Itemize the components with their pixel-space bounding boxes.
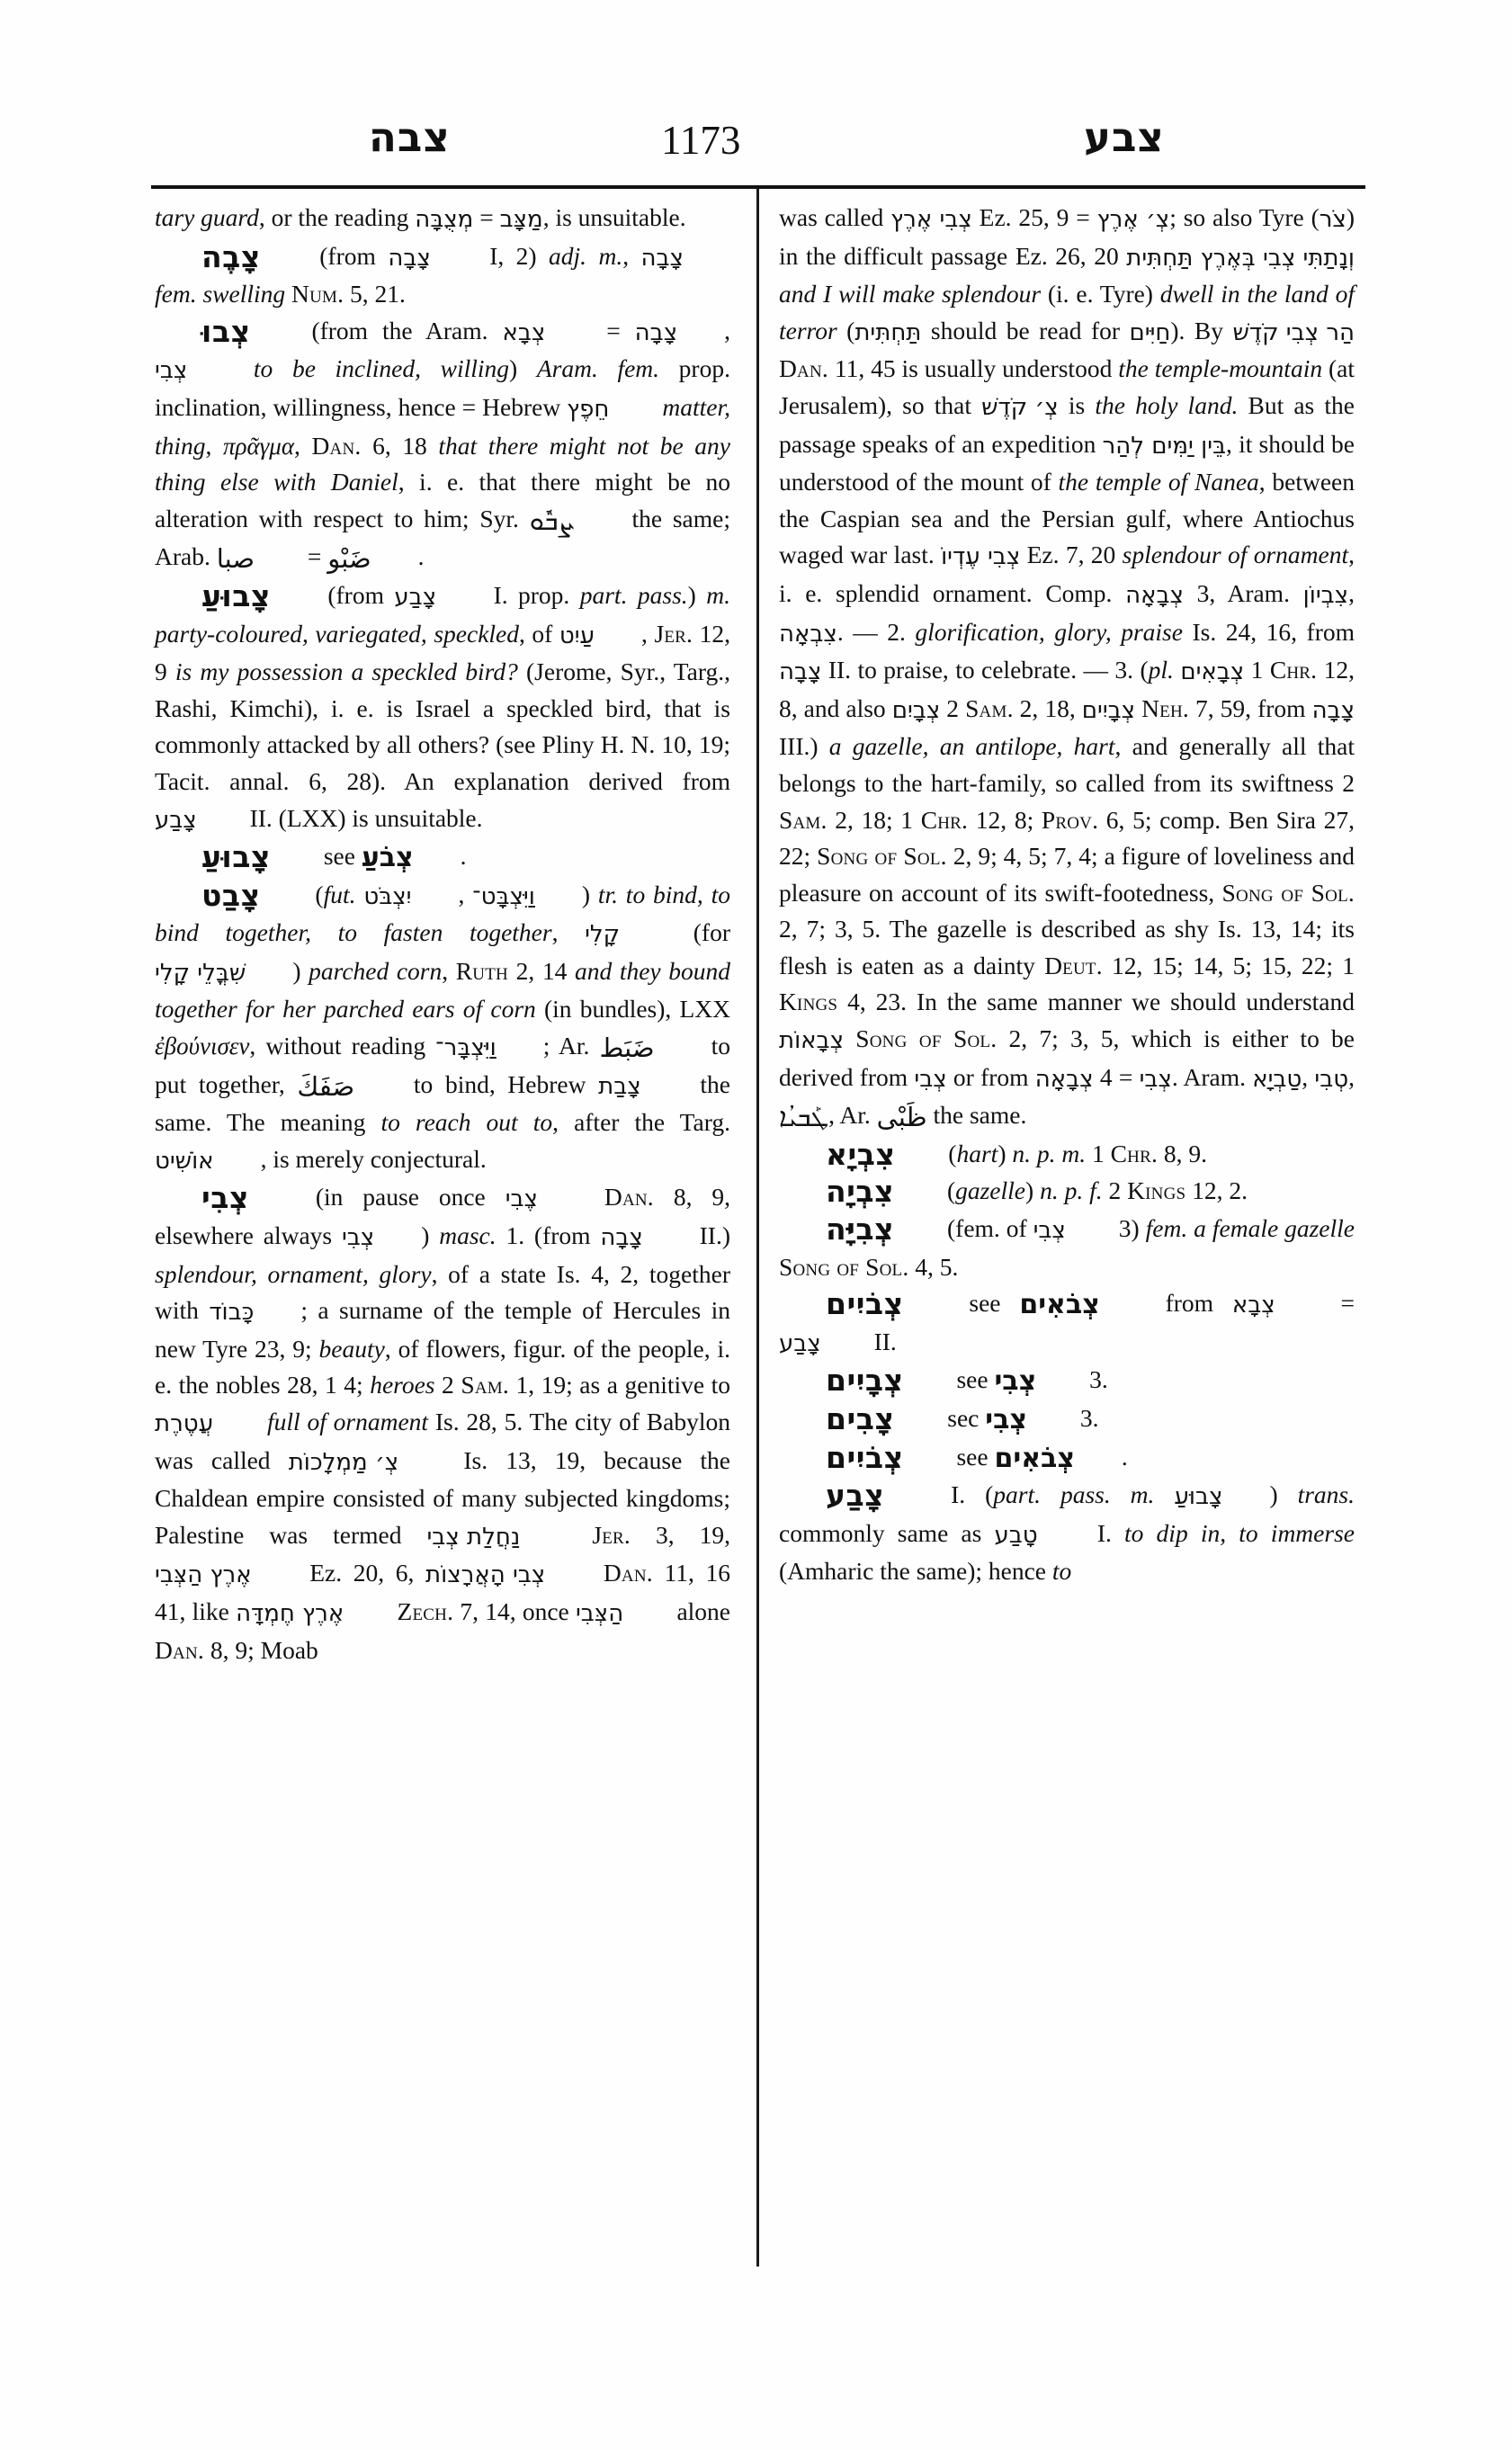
italic-gloss: to dip in, to immerse (1124, 1518, 1355, 1547)
running-head-right-hebrew: צבע (1084, 113, 1165, 161)
hebrew-text: צְבָאִים (1180, 658, 1245, 686)
italic-gloss: tary guard (155, 203, 259, 231)
dictionary-entry: צָבוּעַ (from צָבַע I. prop. part. pass.) m. party-coloured, variegated, speckled, of עַיִט , Jer. 12, 9 is my possession a speckled bird? (Jerome, Syr., Targ., Rashi, Kimchi), i. e. is Israel a speckled bird, that is commonly attacked by all others? (see Pliny H. N. 10, 19; Tacit. annal. 6, 28). An explanation derived from צָבַע II. (LXX) is unsuitable. (155, 577, 730, 838)
italic-gloss: fem. a female gazelle (1145, 1214, 1355, 1243)
hebrew-text: צְבִי (1033, 1217, 1066, 1245)
syriac-text: ܨܒܽܘ (529, 505, 575, 536)
entry-headword: צְבוּ (201, 313, 251, 349)
italic-gloss: part. pass. m. (993, 1480, 1155, 1509)
hebrew-text: אֶרֶץ הַצְּבִי (155, 1561, 252, 1589)
left-column (155, 200, 730, 1668)
bible-book-abbrev: Song of Sol. (1221, 878, 1355, 907)
bible-book-abbrev: Deut. (1044, 951, 1103, 979)
hebrew-text: הַר צְבִי קֹדֶשׁ (1232, 318, 1355, 346)
dictionary-entry: צָבוּעַ see צְבֹעַ . (155, 838, 730, 877)
hebrew-text: יִצְבֹּט (363, 882, 412, 910)
hebrew-text: שִׁבֳּלֵי קָלִי (155, 959, 246, 987)
bible-book-abbrev: Jer. (654, 619, 693, 648)
dictionary-entry: צִבְיָה (gazelle) n. p. f. 2 Kings 12, 2. (826, 1174, 1248, 1210)
hebrew-text: בֵּין יַמִּים לְהַר (1102, 432, 1227, 460)
italic-gloss: n. p. m. (1012, 1139, 1087, 1167)
hebrew-text: כָּבוֹד (209, 1299, 255, 1327)
hebrew-text: עֲטֶרֶת (155, 1410, 214, 1437)
italic-gloss: part. pass. (579, 580, 688, 609)
italic-gloss: heroes (370, 1371, 435, 1399)
italic-gloss: and they bound together for her parched ears of corn (155, 956, 730, 1024)
hebrew-text: צָבָה (600, 1224, 643, 1252)
bible-book-abbrev: Neh. (1141, 693, 1189, 722)
hebrew-text: צָבַע (155, 806, 197, 834)
hebrew-text: צְבָאָה (1125, 581, 1184, 609)
arabic-text: ظَبْى (876, 1102, 927, 1133)
entry-headword: צָבִים (826, 1401, 895, 1436)
hebrew-text: צֹר (1319, 206, 1346, 233)
bible-book-abbrev: Dan. (779, 354, 828, 383)
hebrew-text: צָבָה (388, 244, 431, 272)
arabic-text: ضَبْو (327, 543, 371, 575)
hebrew-text: מְצֻבָּה (415, 206, 474, 233)
bible-book-abbrev: Kings (779, 988, 838, 1016)
hebrew-text: אוֹשִׁיט (155, 1147, 214, 1175)
dictionary-entry: צְבוּ (from the Aram. צְבָא = צָבָה , צְבִי to be inclined, willing) Aram. fem. prop. inclination, willingness, hence = Hebrew חֵפֶץ matter, thing, πρᾶγμα, Dan. 6, 18 that there might not be any thing else with Daniel, i. e. that there might be no alteration with respect to him; Syr. ܨܒܽܘ the same; Arab. صبا = ضَبْو . (155, 313, 730, 577)
hebrew-text: צְבֹאִים (1019, 1289, 1100, 1321)
hebrew-text: צְבָא (502, 318, 546, 346)
dictionary-entry: צְבֹיִים see צְבֹאִים from צְבָא = צָבַע II. (779, 1285, 1355, 1362)
running-head-left-hebrew: צבה (369, 113, 451, 161)
dictionary-entry: צִבְיָא (hart) n. p. m. 1 Chr. 8, 9. (826, 1136, 1208, 1172)
italic-gloss: a gazelle, an antilope, hart (828, 732, 1115, 761)
bible-book-abbrev: Dan. (604, 1183, 654, 1212)
bible-book-abbrev: Song of Sol. (817, 842, 947, 871)
italic-gloss: splendour of ornament (1122, 541, 1349, 569)
bible-book-abbrev: Dan. (155, 1635, 204, 1664)
hebrew-text: טְבִי (1314, 1065, 1349, 1093)
entry-headword: צִבְיָה (826, 1174, 895, 1210)
italic-gloss: and I will make splendour (779, 280, 1042, 308)
italic-gloss: m. party-coloured, variegated, speckled (155, 580, 730, 648)
dictionary-entry: tary guard, or the reading מְצֻבָּה = מַצָּב, is unsuitable. (155, 200, 730, 238)
hebrew-text: וְנָתַתִּי צְבִי בְּאֶרֶץ תַּחְתִּית (1126, 244, 1355, 272)
bible-book-abbrev: Ruth (455, 956, 508, 985)
hebrew-text: צָבָה (779, 658, 822, 686)
italic-gloss: hart (956, 1139, 998, 1167)
italic-gloss: the temple-mountain (1118, 354, 1323, 383)
hebrew-text: צְבִי (985, 1404, 1027, 1435)
arabic-text: صَفَكَ (297, 1070, 355, 1102)
italic-gloss: matter, thing (155, 392, 730, 460)
hebrew-text: צְבִי עֶדְיוֹ (941, 543, 1021, 571)
italic-gloss: splendour, ornament, glory (155, 1259, 432, 1288)
arabic-text: صبا (216, 543, 255, 575)
bible-book-abbrev: Sam. (965, 693, 1014, 722)
entry-headword: צְבָיִים (826, 1363, 904, 1399)
hebrew-text: צָבָה (634, 318, 678, 346)
page-number: 1173 (661, 118, 741, 163)
hebrew-text: צְבָיִים (1081, 696, 1136, 724)
entry-headword: צָבֶה (201, 238, 261, 274)
hebrew-text: צָבוּעַ (1174, 1483, 1223, 1511)
bible-book-abbrev: Chr. (920, 805, 969, 834)
hebrew-text: הַצְּבִי (575, 1599, 624, 1627)
hebrew-text: נַחֲלַת צְבִי (426, 1523, 521, 1551)
dictionary-entry: צְבֹיִים see צְבֹאִים . (779, 1439, 1355, 1478)
hebrew-text: צְבִי (155, 357, 188, 385)
hebrew-text: צָבַת (598, 1072, 641, 1100)
hebrew-text: צְבִי (914, 1065, 947, 1093)
hebrew-text: צָבַע (779, 1329, 821, 1357)
hebrew-text: צְבִי (1139, 1065, 1172, 1093)
hebrew-text: חֵפֶץ (567, 395, 610, 423)
hebrew-text: טָבַע (994, 1521, 1038, 1549)
hebrew-text: וַיִּצְבָּר־ (435, 1034, 497, 1062)
bible-book-abbrev: Chr. (1110, 1139, 1159, 1167)
greek-text: ἐβούνισεν (155, 1033, 250, 1060)
bible-book-abbrev: Dan. (603, 1559, 653, 1587)
italic-gloss: full of ornament (266, 1408, 429, 1435)
hebrew-text: צִבְיוֹן (1302, 581, 1349, 609)
italic-gloss: to (1051, 1557, 1072, 1586)
italic-gloss: that there might not be any thing else with Daniel (155, 431, 731, 496)
bible-book-abbrev: Dan. (311, 431, 362, 460)
hebrew-text: צְבִי הָאֲרָצוֹת (425, 1561, 546, 1589)
bible-book-abbrev: Song of Sol. (855, 1024, 998, 1053)
hebrew-text: צְבֹאִים (994, 1442, 1075, 1474)
entry-headword: צָבַט (201, 877, 261, 913)
italic-gloss: the holy land. (1095, 390, 1239, 419)
entry-headword: צְבֹיִים (826, 1286, 904, 1322)
greek-text: πρᾶγμα (223, 432, 295, 460)
italic-gloss: fem. swelling (155, 280, 286, 308)
dictionary-entry: צְבִי (in pause once צֶבִי Dan. 8, 9, elsewhere always צְבִי ) masc. 1. (from צָבָה II.) splendour, ornament, glory, of a state Is. 4, 2, together with כָּבוֹד ; a surname of the temple of Hercules in new Tyre 23, 9; beauty, of flowers, figur. of the people, i. e. the nobles 28, 1 4; heroes 2 Sam. 1, 19; as a genitive to עֲטֶרֶת full of ornament Is. 28, 5. The city of Babylon was called צְ׳ מַמְלָכוֹת Is. 13, 19, because the Chaldean empire consisted of many subjected kingdoms; Palestine was termed נַחֲלַת צְבִי Jer. 3, 19, אֶרֶץ הַצְּבִי Ez. 20, 6, צְבִי הָאֲרָצוֹת Dan. 11, 16 41, like אֶרֶץ חֶמְדָּה Zech. 7, 14, once הַצְּבִי alone Dan. 8, 9; Moab (155, 1180, 731, 1664)
entry-headword: צְבֹיִים (826, 1439, 904, 1475)
hebrew-text: אֶרֶץ חֶמְדָּה (236, 1599, 344, 1627)
hebrew-text: צְבָאוֹת (779, 1027, 845, 1055)
dictionary-entry: צָבִים sec צְבִי 3. (779, 1400, 1355, 1439)
hebrew-text: מַצָּב (499, 206, 543, 233)
italic-gloss: glorification, glory, praise (915, 617, 1183, 646)
hebrew-text: צְבָא (1231, 1292, 1275, 1319)
italic-gloss: dwell in the land of terror (779, 280, 1355, 344)
dictionary-entry: צְבִיָּה (fem. of צְבִי 3) fem. a female gazelle Song of Sol. 4, 5. (779, 1212, 1355, 1281)
bible-book-abbrev: Sam. (461, 1371, 509, 1399)
entry-headword: צָבַע (826, 1478, 885, 1514)
bible-book-abbrev: Kings (1127, 1176, 1186, 1205)
hebrew-text: צְ׳ אֶרֶץ (1096, 206, 1170, 233)
syriac-text: ܛܰܒܝܳܐ (779, 1102, 829, 1133)
italic-gloss: Aram. fem. (536, 354, 660, 383)
italic-gloss: masc. (439, 1221, 497, 1250)
hebrew-text: צְבָאָה (1034, 1065, 1094, 1093)
italic-gloss: to be inclined, willing (253, 354, 510, 383)
column-divider (756, 189, 759, 2267)
bible-book-abbrev: Song of Sol. (779, 1252, 909, 1281)
entry-headword: צְבִי (201, 1180, 249, 1216)
hebrew-text: צְבִי אֶרֶץ (890, 206, 972, 233)
hebrew-text: צָבַע (394, 583, 437, 611)
bible-book-abbrev: Zech. (397, 1596, 454, 1625)
entry-headword: צָבוּעַ (201, 577, 271, 613)
hebrew-text: צָבָה (640, 244, 684, 272)
hebrew-text: תַּחְתִּית (854, 318, 922, 346)
right-column (779, 200, 1355, 1590)
italic-gloss: gazelle (955, 1176, 1026, 1205)
bible-book-abbrev: Prov. (1041, 805, 1099, 834)
italic-gloss: to reach out to (380, 1108, 553, 1137)
dictionary-entry: צְבָיִים see צְבִי 3. (779, 1362, 1355, 1400)
hebrew-text: צְבִי (994, 1365, 1037, 1398)
italic-gloss: adj. m. (549, 241, 623, 270)
italic-gloss: trans. (1297, 1480, 1355, 1509)
italic-gloss: is my possession a speckled bird? (174, 657, 518, 686)
dictionary-entry: צָבֶה (from צָבָה I, 2) adj. m., צָבָה fem. swelling Num. 5, 21. (155, 238, 730, 313)
bible-book-abbrev: Chr. (1269, 656, 1318, 684)
italic-gloss: pl. (1148, 656, 1174, 684)
dictionary-entry: was called צְבִי אֶרֶץ Ez. 25, 9 = צְ׳ אֶרֶץ; so also Tyre (צֹר) in the difficult passage Ez. 26, 20 וְנָתַתִּי צְבִי בְּאֶרֶץ תַּחְתִּית and I will make splendour (i. e. Tyre) dwell in the land of terror (תַּחְתִּית should be read for חַיִּים). By הַר צְבִי קֹדֶשׁ Dan. 11, 45 is usually understood the temple-mountain (at Jerusalem), so that צְ׳ קֹדֶשׁ is the holy land. But as the passage speaks of an expedition בֵּין יַמִּים לְהַר, it should be understood of the mount of the temple of Nanea, between the Caspian sea and the Persian gulf, where Antiochus waged war last. צְבִי עֶדְיוֹ Ez. 7, 20 splendour of ornament, i. e. splendid ornament. Comp. צְבָאָה 3, Aram. צִבְיוֹן, צִבְאָה. — 2. glorification, glory, praise Is. 24, 16, from צָבָה II. to praise, to celebrate. — 3. (pl. צְבָאִים 1 Chr. 12, 8, and also צְבָיִם 2 Sam. 2, 18, צְבָיִים Neh. 7, 59, from צָבָה III.) a gazelle, an antilope, hart, and generally all that belongs to the hart-family, so called from its swiftness 2 Sam. 2, 18; 1 Chr. 12, 8; Prov. 6, 5; comp. Ben Sira 27, 22; Song of Sol. 2, 9; 4, 5; 7, 4; a figure of loveliness and pleasure on account of its swift-footedness, Song of Sol. 2, 7; 3, 5. The gazelle is described as shy Is. 13, 14; its flesh is eaten as a dainty Deut. 12, 15; 14, 5; 15, 22; 1 Kings 4, 23. In the same manner we should understand צְבָאוֹת Song of Sol. 2, 7; 3, 5, which is either to be derived from צְבִי or from צְבָאָה 4 = צְבִי. Aram. טַבְיָא, טְבִי, ܛܰܒܝܳܐ, Ar. ظَبْى the same. (779, 200, 1355, 1136)
hebrew-text: צָבָה (1311, 696, 1355, 724)
dictionary-entry: צָבַט (fut. יִצְבֹּט , וַיִּצְבָּט־ ) tr. to bind, to bind together, to fasten together, קָלִי (for שִׁבֳּלֵי קָלִי ) parched corn, Ruth 2, 14 and they bound together for her parched ears of corn (in bundles), LXX ἐβούνισεν, without reading וַיִּצְבָּר־ ; Ar. ضَبَط to put together, صَفَكَ to bind, Hebrew צָבַת the same. The meaning to reach out to, after the Targ. אוֹשִׁיט , is merely conjectural. (155, 877, 730, 1180)
entry-headword: צִבְיָא (826, 1136, 896, 1172)
hebrew-text: עַיִט (559, 621, 595, 649)
entry-headword: צְבִיָּה (826, 1212, 895, 1247)
bible-book-abbrev: Sam. (779, 805, 828, 834)
hebrew-text: צְבֹעַ (361, 842, 414, 874)
bible-book-abbrev: Num. (291, 280, 344, 308)
hebrew-text: צְבִי (341, 1224, 375, 1252)
hebrew-text: חַיִּים (1129, 318, 1171, 346)
hebrew-text: צְ׳ קֹדֶשׁ (981, 393, 1059, 421)
hebrew-text: וַיִּצְבָּט־ (472, 882, 535, 910)
italic-gloss: beauty (318, 1334, 385, 1363)
italic-gloss: tr. to bind, to bind together, to fasten together (155, 880, 731, 947)
entry-headword: צָבוּעַ (201, 839, 271, 875)
hebrew-text: צִבְאָה (779, 620, 837, 648)
italic-gloss: parched corn (309, 956, 443, 985)
dictionary-entry: צָבַע I. (part. pass. m. צָבוּעַ ) trans. commonly same as טָבַע I. to dip in, to immerse (Amharic the same); hence to (779, 1478, 1355, 1586)
bible-book-abbrev: Jer. (592, 1520, 631, 1549)
hebrew-text: קָלִי (585, 921, 621, 949)
hebrew-text: צְבָיִם (891, 696, 941, 724)
hebrew-text: טַבְיָא (1252, 1065, 1302, 1093)
arabic-text: ضَبَط (599, 1033, 655, 1064)
italic-gloss: the temple of Nanea (1058, 468, 1259, 496)
hebrew-text: צֶבִי (505, 1185, 538, 1213)
italic-gloss: fut. (323, 880, 356, 908)
italic-gloss: n. p. f. (1040, 1176, 1103, 1205)
running-head (153, 113, 1363, 183)
hebrew-text: צְ׳ מַמְלָכוֹת (288, 1448, 399, 1476)
